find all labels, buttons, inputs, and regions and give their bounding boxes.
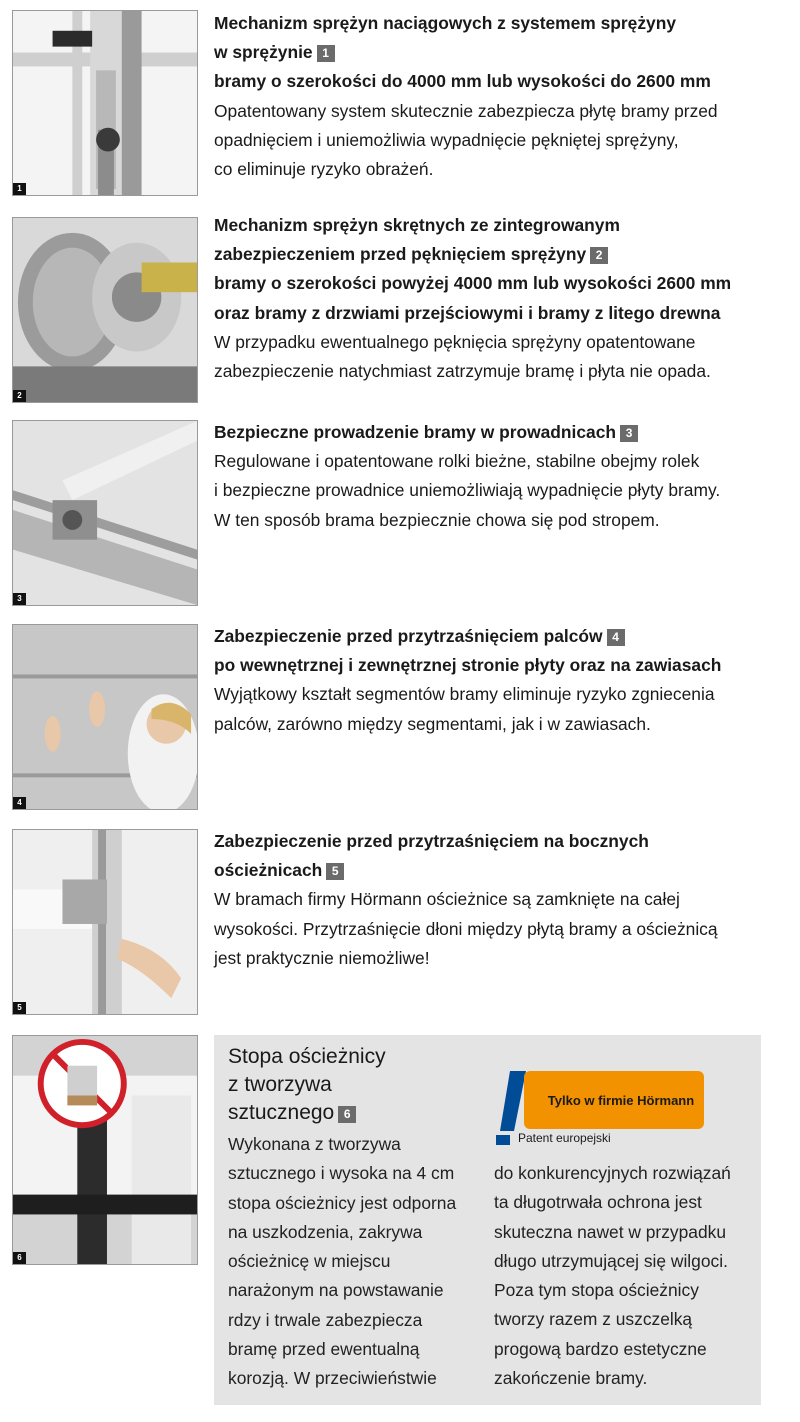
hormann-exclusive-logo — [496, 1069, 706, 1147]
feature-description-line: jest praktycznie niemożliwe! — [214, 947, 430, 968]
feature-text-4 — [214, 622, 794, 739]
panel-line: do konkurencyjnych rozwiązań — [494, 1163, 731, 1183]
panel-line: Wykonana z tworzywa — [228, 1134, 401, 1154]
feature-subtitle-line: po wewnętrznej i zewnętrznej stronie płyty oraz na zawiasach — [214, 655, 722, 676]
panel-line: ościeżnicę w miejscu — [228, 1251, 391, 1272]
side-frame-photo — [12, 829, 198, 1015]
spring-tension-photo — [12, 10, 198, 196]
feature-text-1 — [214, 9, 794, 184]
feature-title-line: Zabezpieczenie przed przytrzaśnięciem na bocznych — [214, 831, 649, 851]
panel-line: na uszkodzenia, zakrywa — [228, 1221, 423, 1242]
feature-description-line: Wyjątkowy kształt segmentów bramy eliminuje ryzyko zgniecenia — [214, 684, 715, 705]
feature-description-line: palców, zarówno między segmentami, jak i w zawiasach. — [214, 713, 651, 734]
feature-description-line: W przypadku ewentualnego pęknięcia sprężyny opatentowane — [214, 331, 696, 352]
number-badge: 2 — [590, 247, 608, 264]
torsion-spring-photo — [12, 217, 198, 403]
photo-number: 2 — [13, 390, 26, 402]
frame-foot-panel — [214, 1035, 761, 1405]
panel-line: skuteczna nawet w przypadku — [494, 1221, 726, 1242]
panel-line: ta długotrwała ochrona jest — [494, 1192, 702, 1213]
feature-title-line: Zabezpieczenie przed przytrzaśnięciem palców 4 — [214, 622, 794, 651]
number-badge: 4 — [607, 629, 625, 646]
feature-text-3 — [214, 418, 794, 535]
feature-subtitle-line: bramy o szerokości do 4000 mm lub wysokości do 2600 mm — [214, 71, 711, 92]
feature-description-line: Opatentowany system skutecznie zabezpiecza płytę bramy przed — [214, 100, 718, 121]
panel-text-left — [228, 1130, 488, 1394]
feature-description-line: zabezpieczenie natychmiast zatrzymuje bramę i płyta nie opada. — [214, 361, 711, 382]
feature-title-line: Mechanizm sprężyn skrętnych ze zintegrowanym — [214, 215, 620, 235]
panel-line: rdzy i trwale zabezpiecza — [228, 1309, 423, 1330]
feature-text-5 — [214, 827, 794, 973]
feature-description-line: W ten sposób brama bezpiecznie chowa się pod stropem. — [214, 509, 660, 530]
panel-line: narażonym na powstawanie — [228, 1280, 444, 1301]
number-badge: 5 — [326, 863, 344, 880]
frame-foot-photo — [12, 1035, 198, 1265]
panel-line: tworzy razem z uszczelką — [494, 1309, 693, 1330]
panel-line: korozją. W przeciwieństwie — [228, 1368, 437, 1389]
feature-description-line: i bezpieczne prowadnice uniemożliwiają wypadnięcie płyty bramy. — [214, 480, 721, 501]
feature-description-line: W bramach firmy Hörmann ościeżnice są zamknięte na całej — [214, 889, 680, 910]
feature-subtitle-line: oraz bramy z drzwiami przejściowymi i bramy z litego drewna — [214, 302, 721, 323]
number-badge: 1 — [317, 45, 335, 62]
panel-line: zakończenie bramy. — [494, 1368, 648, 1389]
finger-protection-photo — [12, 624, 198, 810]
feature-title-line: Bezpieczne prowadzenie bramy w prowadnicach 3 — [214, 418, 794, 447]
feature-subtitle-line: bramy o szerokości powyżej 4000 mm lub wysokości 2600 mm — [214, 273, 732, 294]
photo-number: 4 — [13, 797, 26, 809]
photo-number: 3 — [13, 593, 26, 605]
feature-description-line: opadnięciem i uniemożliwia wypadnięcie pękniętej sprężyny, — [214, 129, 679, 150]
panel-line: długo utrzymującej się wilgoci. — [494, 1250, 728, 1271]
feature-title-line: zabezpieczeniem przed pęknięciem sprężyny 2 — [214, 240, 794, 269]
number-badge: 3 — [620, 425, 638, 442]
feature-title-line: Mechanizm sprężyn naciągowych z systemem sprężyny — [214, 13, 676, 33]
panel-title: Stopa ościeżnicy z tworzywa sztucznego 6 — [228, 1045, 386, 1124]
feature-title-line: ościeżnicach 5 — [214, 856, 794, 885]
feature-text-2 — [214, 211, 794, 386]
panel-line: Poza tym stopa ościeżnicy — [494, 1280, 699, 1301]
logo-text: Tylko w firmie Hörmann — [524, 1071, 704, 1129]
photo-number: 1 — [13, 183, 26, 195]
panel-text-right — [494, 1159, 759, 1393]
photo-number: 5 — [13, 1002, 26, 1014]
panel-line: sztucznego i wysoka na 4 cm — [228, 1163, 455, 1184]
photo-number: 6 — [13, 1252, 26, 1264]
feature-description-line: wysokości. Przytrzaśnięcie dłoni między płytą bramy a ościeżnicą — [214, 918, 718, 939]
panel-line: stopa ościeżnicy jest odporna — [228, 1192, 457, 1213]
logo-patent-text: Patent europejski — [518, 1131, 611, 1145]
feature-description-line: co eliminuje ryzyko obrażeń. — [214, 159, 434, 180]
panel-line: progową bardzo estetyczne — [494, 1338, 707, 1359]
panel-line: bramę przed ewentualną — [228, 1339, 420, 1360]
feature-title-line: w sprężynie 1 — [214, 38, 794, 67]
number-badge: 6 — [338, 1106, 356, 1123]
feature-description-line: Regulowane i opatentowane rolki bieżne, stabilne obejmy rolek — [214, 451, 700, 472]
guide-rail-photo — [12, 420, 198, 606]
